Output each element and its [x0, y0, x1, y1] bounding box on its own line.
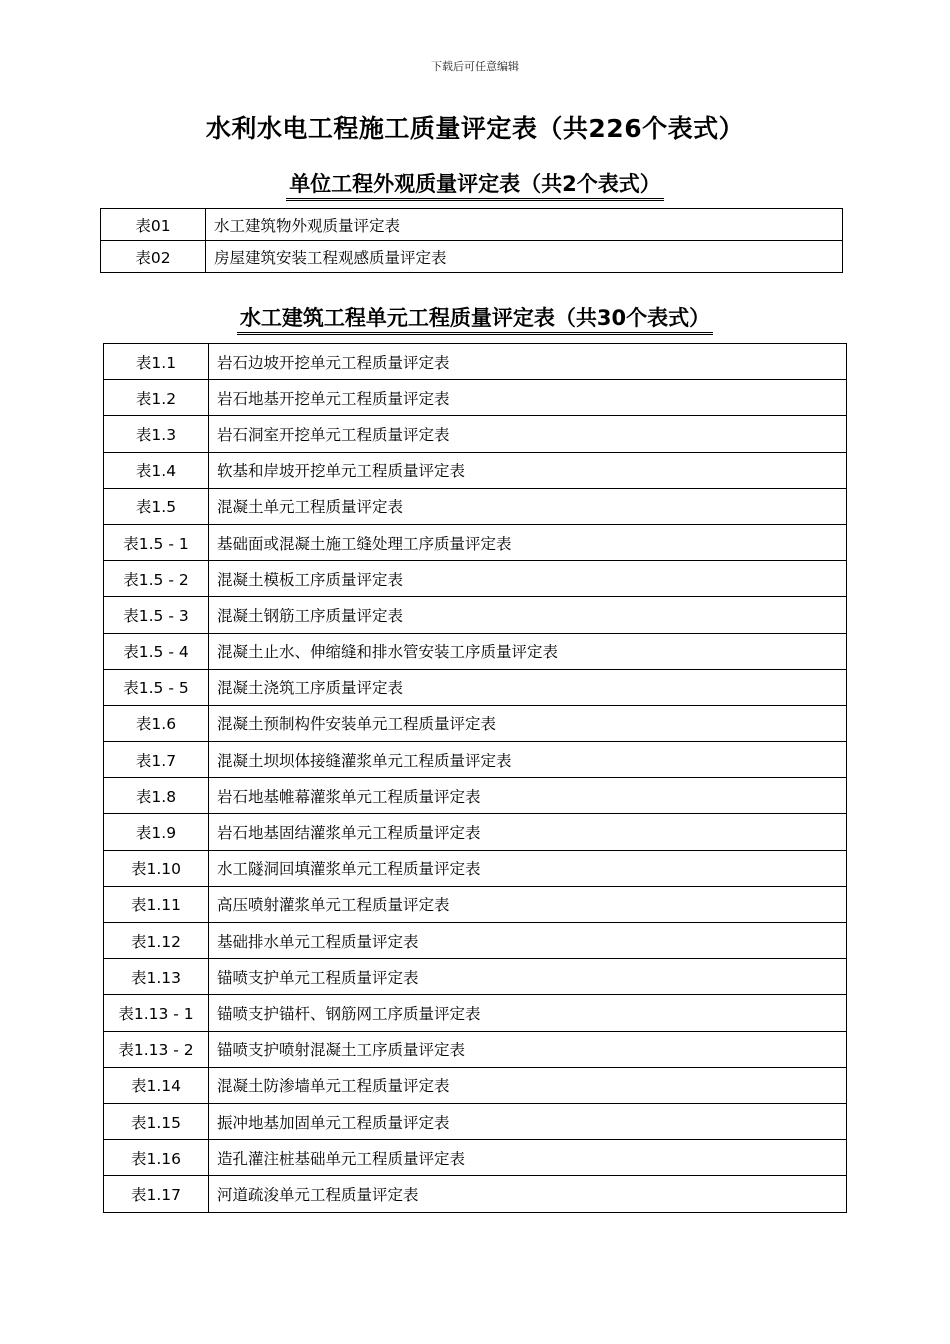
table-row	[104, 886, 847, 922]
table-code-cell: 表1.13 - 2	[104, 1031, 209, 1067]
table-name-cell: 基础排水单元工程质量评定表	[209, 923, 847, 959]
table-name-cell: 水工隧洞回填灌浆单元工程质量评定表	[209, 850, 847, 886]
table-name-cell: 混凝土钢筋工序质量评定表	[209, 597, 847, 633]
table-code-cell: 表1.13	[104, 959, 209, 995]
table-row	[101, 241, 843, 273]
table-row	[104, 742, 847, 778]
table-name-cell: 振冲地基加固单元工程质量评定表	[209, 1103, 847, 1139]
table-name-cell: 锚喷支护单元工程质量评定表	[209, 959, 847, 995]
table-row	[104, 1067, 847, 1103]
table-code-cell: 表1.1	[104, 344, 209, 380]
table-row	[104, 524, 847, 560]
table-row	[104, 633, 847, 669]
table-name-cell: 岩石地基开挖单元工程质量评定表	[209, 380, 847, 416]
table-row	[104, 488, 847, 524]
table-code-cell: 表1.6	[104, 705, 209, 741]
table-code-cell: 表1.12	[104, 923, 209, 959]
table-code-cell: 表1.5 - 4	[104, 633, 209, 669]
table-code-cell: 表1.11	[104, 886, 209, 922]
table-name-cell: 河道疏浚单元工程质量评定表	[209, 1176, 847, 1212]
table-row	[104, 814, 847, 850]
table-code-cell: 表1.9	[104, 814, 209, 850]
table-code-cell: 表1.4	[104, 452, 209, 488]
table-row	[104, 416, 847, 452]
exterior-quality-table	[100, 208, 843, 273]
table-row	[104, 344, 847, 380]
table-name-cell: 岩石洞室开挖单元工程质量评定表	[209, 416, 847, 452]
table-row	[104, 705, 847, 741]
header-note: 下载后可任意编辑	[431, 60, 519, 73]
table-row	[104, 597, 847, 633]
table-code-cell: 表1.2	[104, 380, 209, 416]
table-code-cell: 表1.5	[104, 488, 209, 524]
table-code-cell: 表1.17	[104, 1176, 209, 1212]
table-name-cell: 混凝土预制构件安装单元工程质量评定表	[209, 705, 847, 741]
table-row	[104, 452, 847, 488]
table-name-cell: 岩石地基帷幕灌浆单元工程质量评定表	[209, 778, 847, 814]
table-code-cell: 表1.5 - 2	[104, 561, 209, 597]
table-row	[104, 959, 847, 995]
table-code-cell: 表1.15	[104, 1103, 209, 1139]
table-name-cell: 锚喷支护喷射混凝土工序质量评定表	[209, 1031, 847, 1067]
table-code-cell: 表1.5 - 3	[104, 597, 209, 633]
table-row	[104, 1103, 847, 1139]
table-row	[101, 209, 843, 241]
table-code-cell: 表1.14	[104, 1067, 209, 1103]
table-name-cell: 岩石地基固结灌浆单元工程质量评定表	[209, 814, 847, 850]
table-code-cell: 表01	[101, 209, 206, 241]
table-code-cell: 表1.13 - 1	[104, 995, 209, 1031]
section-title-hydraulic-units	[0, 302, 950, 332]
table-name-cell: 造孔灌注桩基础单元工程质量评定表	[209, 1140, 847, 1176]
table-name-cell: 基础面或混凝土施工缝处理工序质量评定表	[209, 524, 847, 560]
section-title-text: 单位工程外观质量评定表（共2个表式）	[286, 172, 664, 201]
table-row	[104, 1140, 847, 1176]
section-title-text: 水工建筑工程单元工程质量评定表（共30个表式）	[237, 306, 713, 335]
table-code-cell: 表1.5 - 1	[104, 524, 209, 560]
table-name-cell: 混凝土坝坝体接缝灌浆单元工程质量评定表	[209, 742, 847, 778]
table-name-cell: 锚喷支护锚杆、钢筋网工序质量评定表	[209, 995, 847, 1031]
table-code-cell: 表1.7	[104, 742, 209, 778]
table-row	[104, 923, 847, 959]
table-code-cell: 表1.5 - 5	[104, 669, 209, 705]
table-row	[104, 669, 847, 705]
table-name-cell: 混凝土模板工序质量评定表	[209, 561, 847, 597]
table-code-cell: 表1.10	[104, 850, 209, 886]
table-name-cell: 软基和岸坡开挖单元工程质量评定表	[209, 452, 847, 488]
table-name-cell: 水工建筑物外观质量评定表	[206, 209, 843, 241]
table-code-cell: 表1.16	[104, 1140, 209, 1176]
table-code-cell: 表1.8	[104, 778, 209, 814]
table-row	[104, 1176, 847, 1212]
table-name-cell: 混凝土浇筑工序质量评定表	[209, 669, 847, 705]
hydraulic-unit-quality-table	[103, 343, 847, 1213]
table-name-cell: 高压喷射灌浆单元工程质量评定表	[209, 886, 847, 922]
section-title-exterior-quality	[0, 168, 950, 198]
table-name-cell: 混凝土防渗墙单元工程质量评定表	[209, 1067, 847, 1103]
table-row	[104, 1031, 847, 1067]
table-name-cell: 混凝土止水、伸缩缝和排水管安装工序质量评定表	[209, 633, 847, 669]
table-row	[104, 995, 847, 1031]
table-name-cell: 房屋建筑安装工程观感质量评定表	[206, 241, 843, 273]
table-name-cell: 混凝土单元工程质量评定表	[209, 488, 847, 524]
table-row	[104, 778, 847, 814]
page-title: 水利水电工程施工质量评定表（共226个表式）	[205, 114, 745, 143]
table-code-cell: 表02	[101, 241, 206, 273]
table-row	[104, 380, 847, 416]
table-code-cell: 表1.3	[104, 416, 209, 452]
table-name-cell: 岩石边坡开挖单元工程质量评定表	[209, 344, 847, 380]
table-row	[104, 561, 847, 597]
table-row	[104, 850, 847, 886]
